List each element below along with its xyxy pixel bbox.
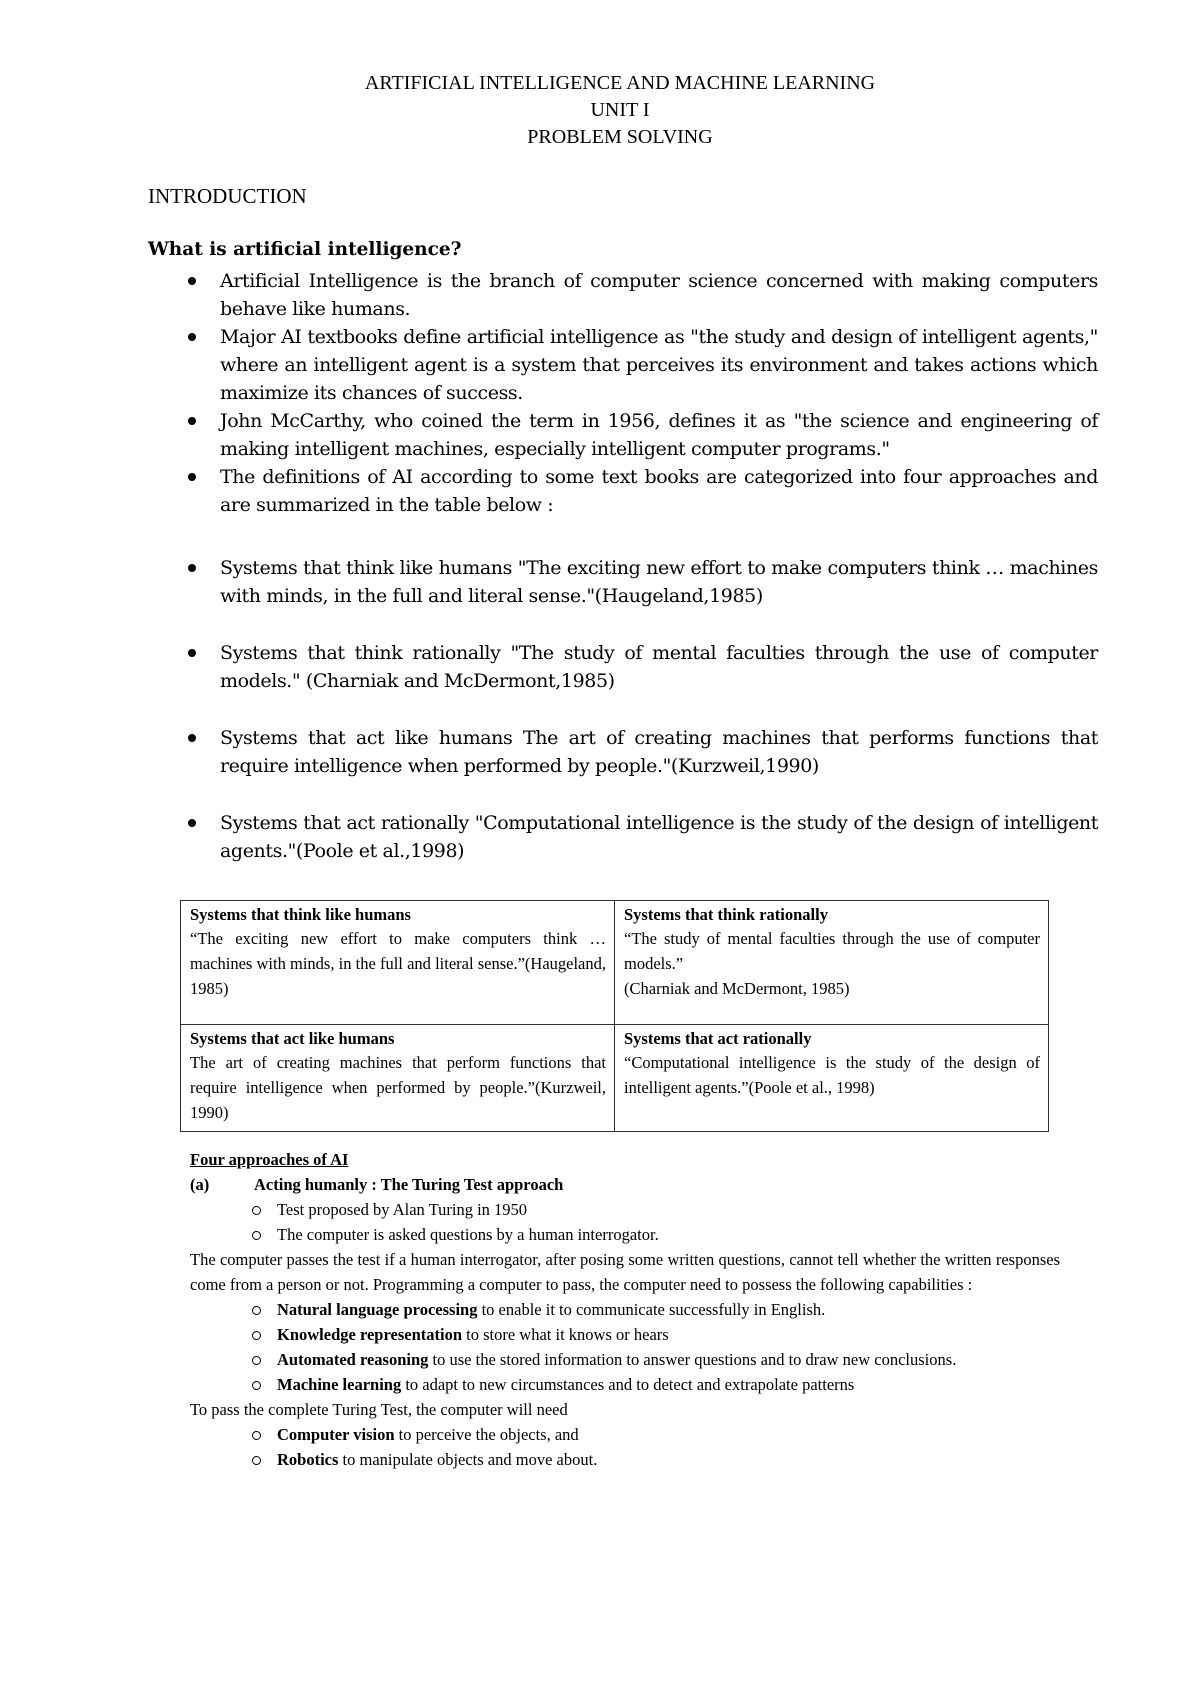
list-item: Robotics to manipulate objects and move about.	[190, 1447, 1060, 1472]
cell-body: “The study of mental faculties through the use of computer models.”	[624, 929, 1040, 973]
subsection-title: Acting humanly : The Turing Test approach	[254, 1175, 564, 1194]
course-title: ARTIFICIAL INTELLIGENCE AND MACHINE LEARNING	[364, 72, 876, 94]
paragraph: The computer passes the test if a human interrogator, after posing some written questions, cannot tell whether the written responses come from a person or not. Programming a computer to pass, the computer need to possess the following capabilities :	[190, 1250, 1060, 1294]
list-item: Systems that act rationally "Computational intelligence is the study of the design of intelligent agents."(Poole et al.,1998)	[148, 809, 1098, 865]
bullet-icon	[188, 333, 196, 341]
bullet-icon	[188, 564, 196, 572]
circle-bullet-icon	[252, 1431, 261, 1440]
circle-bullet-icon	[252, 1381, 261, 1390]
ai-approaches-table	[180, 900, 1049, 1132]
subsection-heading	[190, 1172, 1060, 1197]
cell-title: Systems that act like humans	[190, 1029, 395, 1048]
list-item: Computer vision to perceive the objects, and	[190, 1422, 1060, 1447]
list-item: Systems that act like humans The art of creating machines that performs functions that require intelligence when performed by people."(Kurzweil,1990)	[148, 724, 1098, 780]
table-cell	[181, 1025, 615, 1132]
bullet-icon	[188, 819, 196, 827]
list-item: Systems that think like humans "The exciting new effort to make computers think … machines with minds, in the full and literal sense."(Haugeland,1985)	[148, 554, 1098, 610]
capabilities-list	[190, 1297, 1060, 1397]
introduction-heading: INTRODUCTION	[148, 184, 307, 208]
cell-body: “The exciting new effort to make computers think … machines with minds, in the full and literal sense.”(Haugeland, 1985)	[190, 929, 606, 998]
subsection-label: (a)	[190, 1175, 210, 1194]
table-row	[181, 901, 1049, 1025]
bullet-icon	[188, 473, 196, 481]
list-item: John McCarthy, who coined the term in 1956, defines it as "the science and engineering of making intelligent machines, especially intelligent computer programs."	[148, 407, 1098, 463]
table-cell	[615, 901, 1049, 1025]
list-item: Machine learning to adapt to new circumstances and to detect and extrapolate patterns	[190, 1372, 1060, 1397]
list-item: Natural language processing to enable it to communicate successfully in English.	[190, 1297, 1060, 1322]
cell-title: Systems that think rationally	[624, 905, 828, 924]
circle-bullet-icon	[252, 1456, 261, 1465]
cell-citation: (Charniak and McDermont, 1985)	[624, 979, 850, 998]
bullet-icon	[188, 649, 196, 657]
approach-bullet-list	[148, 554, 1098, 894]
list-item: Artificial Intelligence is the branch of computer science concerned with making computers behave like humans.	[148, 267, 1098, 323]
table-cell	[181, 901, 615, 1025]
cell-title: Systems that act rationally	[624, 1029, 812, 1048]
unit-title: UNIT I	[590, 99, 650, 121]
list-item: The computer is asked questions by a human interrogator.	[190, 1222, 1060, 1247]
circle-bullet-icon	[252, 1331, 261, 1340]
full-test-list	[190, 1422, 1060, 1472]
list-item: Major AI textbooks define artificial intelligence as "the study and design of intelligent agents," where an intelligent agent is a system that perceives its environment and takes actions which maximize its chances of success.	[148, 323, 1098, 407]
circle-bullet-icon	[252, 1231, 261, 1240]
cell-body: The art of creating machines that perform functions that require intelligence when performed by people.”(Kurzweil, 1990)	[190, 1053, 606, 1122]
list-item: Test proposed by Alan Turing in 1950	[190, 1197, 1060, 1222]
section-title: Four approaches of AI	[190, 1150, 349, 1169]
question-heading: What is artificial intelligence?	[148, 239, 462, 260]
chapter-title: PROBLEM SOLVING	[527, 126, 713, 148]
table-cell	[615, 1025, 1049, 1132]
list-item: Automated reasoning to use the stored information to answer questions and to draw new conclusions.	[190, 1347, 1060, 1372]
four-approaches-section	[190, 1147, 1060, 1472]
cell-title: Systems that think like humans	[190, 905, 411, 924]
turing-test-list	[190, 1197, 1060, 1247]
list-item: The definitions of AI according to some text books are categorized into four approaches and are summarized in the table below :	[148, 463, 1098, 519]
bullet-icon	[188, 277, 196, 285]
bullet-icon	[188, 734, 196, 742]
cell-body: “Computational intelligence is the study of the design of intelligent agents.”(Poole et al., 1998)	[624, 1053, 1040, 1097]
circle-bullet-icon	[252, 1206, 261, 1215]
document-header	[0, 70, 1200, 151]
bullet-icon	[188, 417, 196, 425]
list-item: Systems that think rationally "The study of mental faculties through the use of computer models." (Charniak and McDermont,1985)	[148, 639, 1098, 695]
list-item: Knowledge representation to store what it knows or hears	[190, 1322, 1060, 1347]
circle-bullet-icon	[252, 1356, 261, 1365]
intro-bullet-list	[148, 267, 1098, 519]
table-row	[181, 1025, 1049, 1132]
circle-bullet-icon	[252, 1306, 261, 1315]
paragraph: To pass the complete Turing Test, the computer will need	[190, 1400, 568, 1419]
